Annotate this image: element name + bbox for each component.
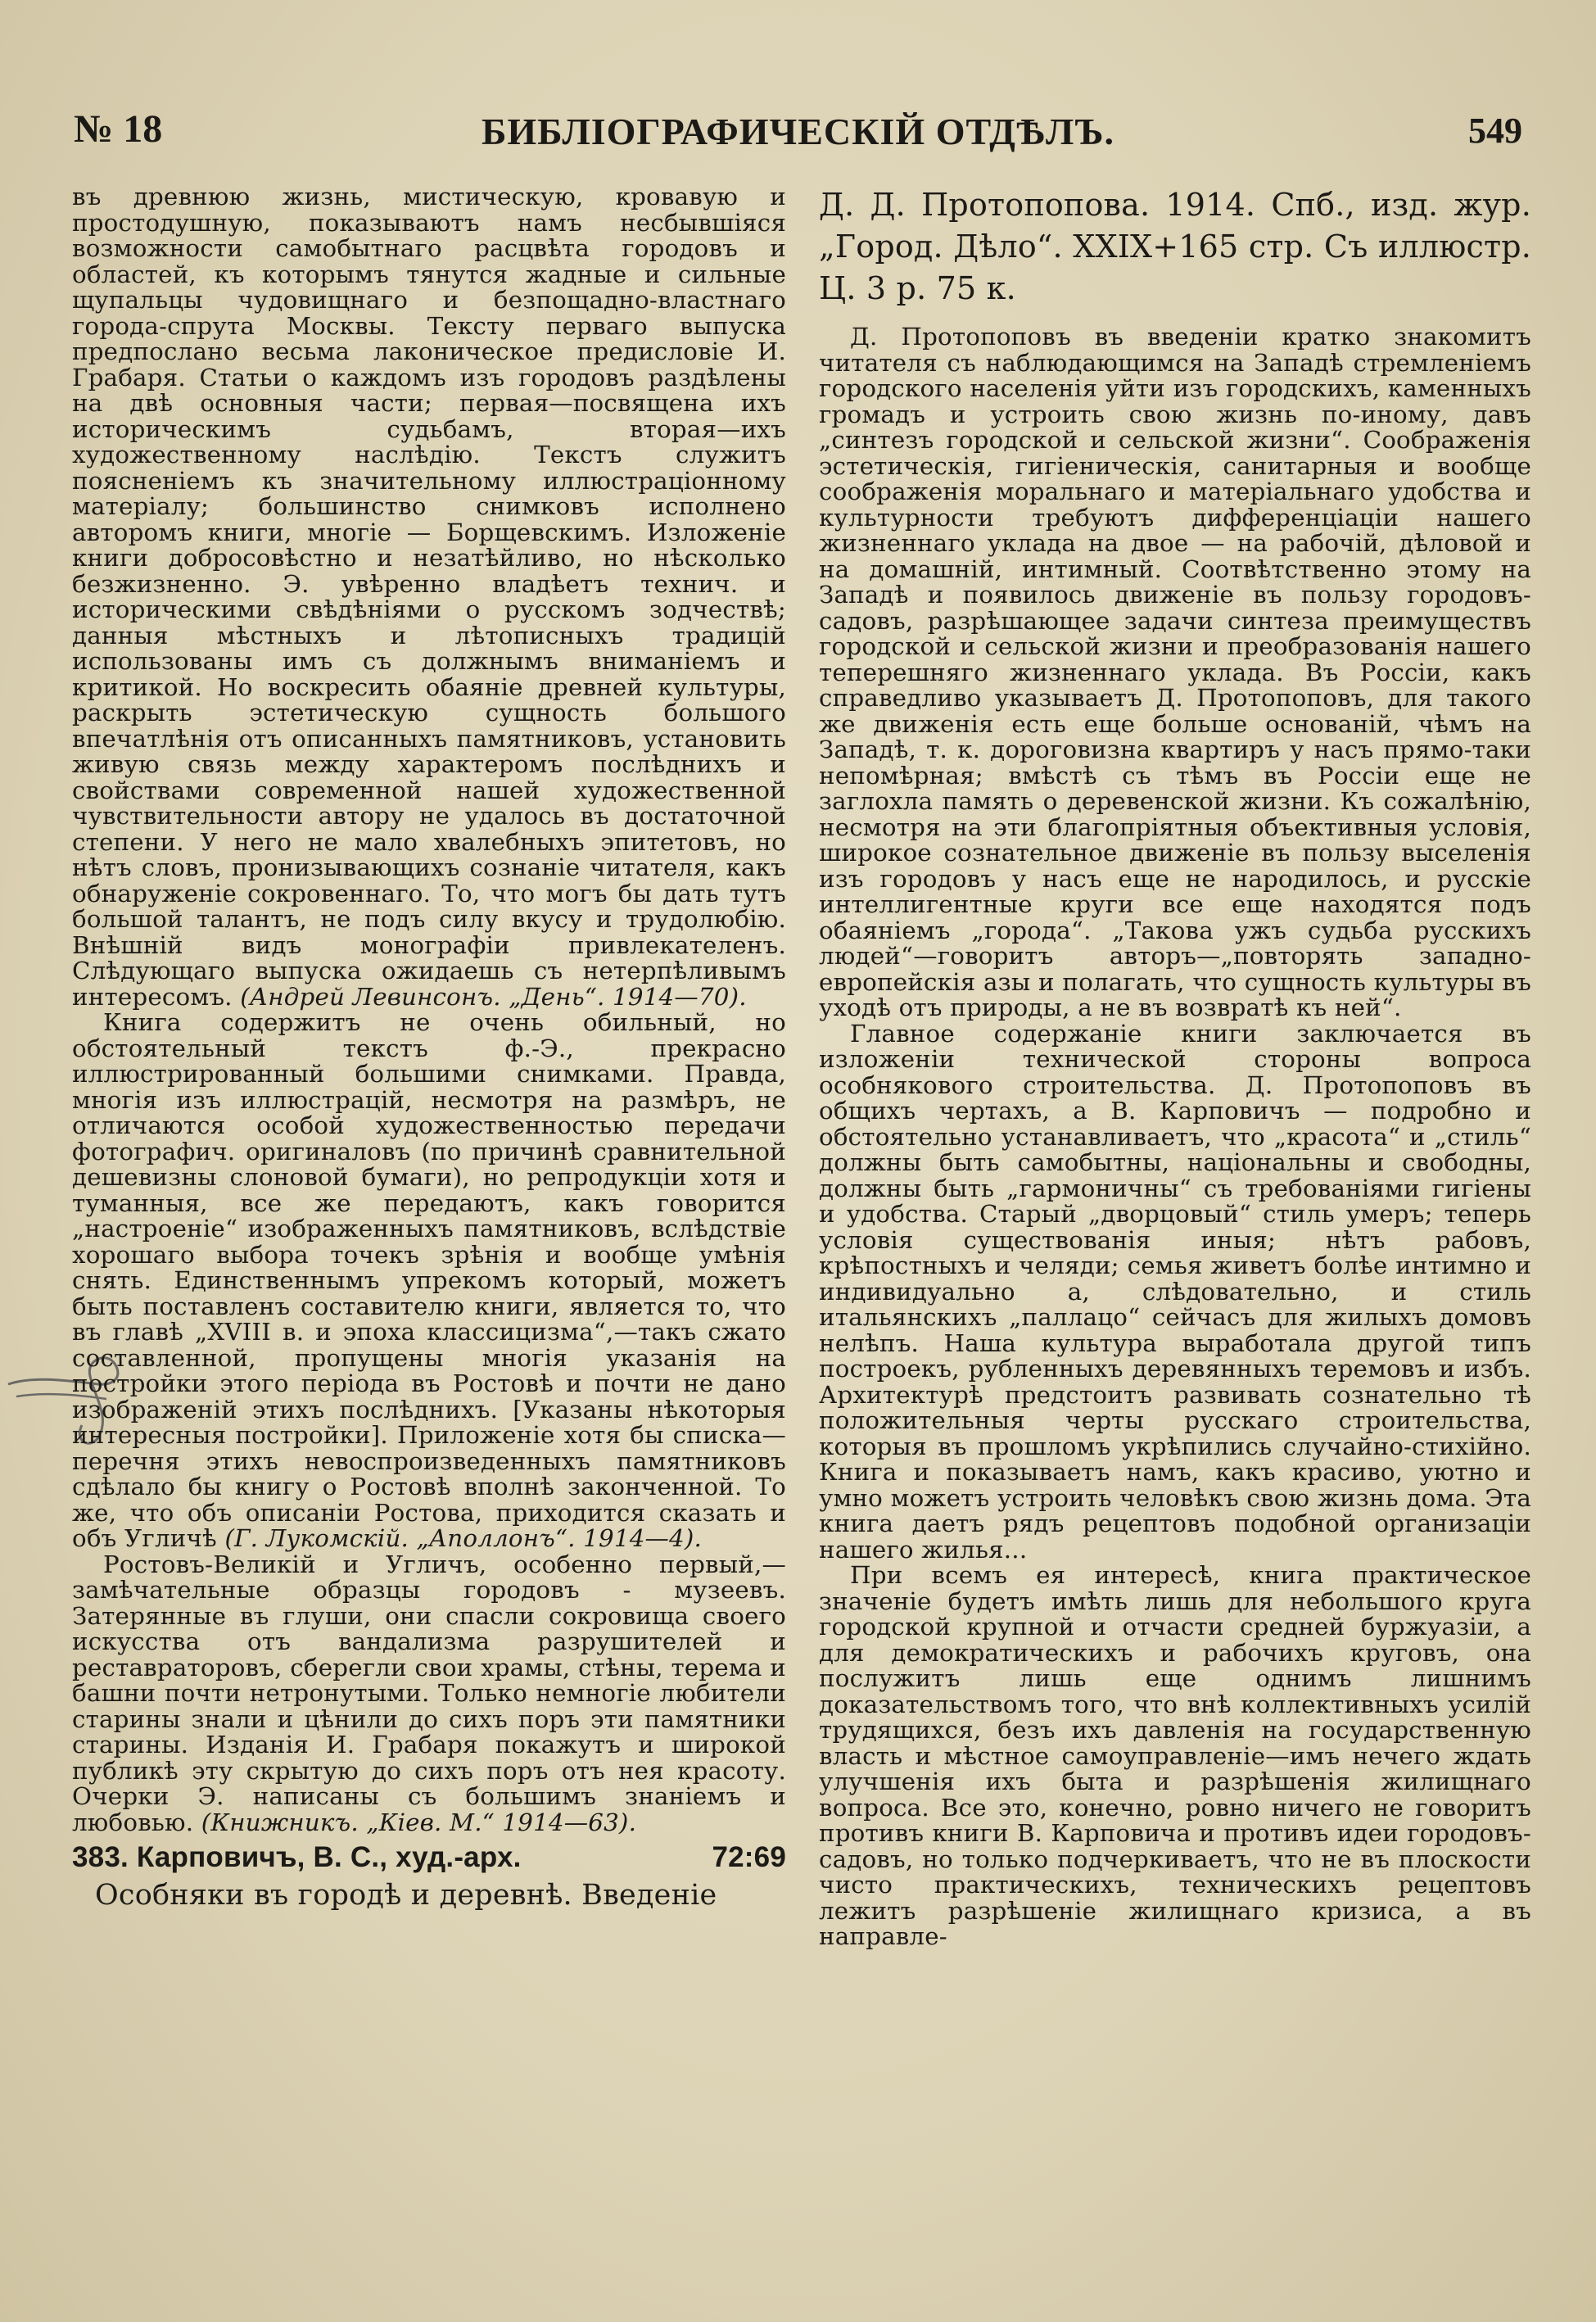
review-citation: (Андрей Левинсонъ. „День“. 1914—70). (240, 982, 747, 1011)
entry-author: 383. Карповичъ, В. С., худ.-арх. (72, 1841, 522, 1873)
page-number: 549 (1468, 111, 1522, 151)
bibliography-entry-header (72, 1840, 786, 1875)
page-header (66, 106, 1530, 164)
review-paragraph: Главное содержаніе книги заключается въ изложеніи технической стороны вопроса особнякового строительства. Д. Протопоповъ въ общихъ чертахъ, а В. Карповичъ — подробно и обстоятельно устанавливаетъ, что „красота“ и „стиль“ должны быть самобытны, національны и свободны, должны быть „гармоничны“ съ требованіями гигіены и удобства. Старый „дворцовый“ стиль умеръ; теперь условія существованія иныя; нѣтъ рабовъ, крѣпостныхъ и челяди; семья живетъ болѣе интимно и индивидуально а, слѣдовательно, и стиль итальянскихъ „паллацо“ сейчасъ для жилыхъ домовъ нелѣпъ. Наша культура выработала другой типъ построекъ, рубленныхъ деревянныхъ теремовъ и избъ. Архитектурѣ предстоитъ развивать сознательно тѣ положительныя черты русскаго строительства, которыя въ прошломъ укрѣпились случайно-стихійно. Книга и показываетъ намъ, какъ красиво, уютно и умно можетъ устроить человѣкъ свою жизнь дома. Эта книга даетъ рядъ рецептовъ подобной организаціи нашего жилья... (819, 1019, 1531, 1564)
issue-number: № 18 (74, 107, 163, 151)
review-text: въ древнюю жизнь, мистическую, кровавую и простодушную, показываютъ намъ несбывшіяся возможности самобытнаго расцвѣта городовъ и областей, къ которымъ тянутся жадные и сильные щупальцы чудовищнаго и безпощадно-властнаго города-спрута Москвы. Тексту перваго выпуска предпослано весьма лаконическое предисловіе И. Грабаря. Статьи о каждомъ изъ городовъ раздѣлены на двѣ основныя части; первая—посвящена ихъ историческимъ судьбамъ, вторая—ихъ художественному наслѣдію. Текстъ служитъ поясненіемъ къ значительному иллюстраціонному матеріалу; большинство снимковъ исполнено авторомъ книги, многіе — Борщевскимъ. Изложеніе книги добросовѣстно и незатѣйливо, но нѣсколько безжизненно. Э. увѣренно владѣетъ технич. и историческими свѣдѣніями о русскомъ зодчествѣ; данныя мѣстныхъ и лѣтописныхъ традицій использованы имъ съ должнымъ вниманіемъ и критикой. Но воскресить обаяніе древней культуры, раскрыть эстетическую сущность большого впечатлѣнія отъ описанныхъ памятниковъ, установить живую связь между характеромъ послѣднихъ и свойствами современной нашей художественной чувствительности автору не удалось въ достаточной степени. У него не мало хвалебныхъ эпитетовъ, но нѣтъ словъ, пронизывающихъ сознаніе читателя, какъ обнаруженіе сокровеннаго. То, что могъ бы дать тутъ большой талантъ, не подъ силу вкусу и трудолюбію. Внѣшній видъ монографіи привлекателенъ. Слѣдующаго выпуска ожидаешь съ нетерпѣливымъ интересомъ. (72, 183, 786, 1011)
right-column (819, 184, 1531, 1950)
left-column (72, 184, 786, 1916)
review-citation: (Книжникъ. „Кіев. М.“ 1914—63). (201, 1808, 637, 1836)
review-paragraph: При всемъ ея интересѣ, книга практическое значеніе будетъ имѣть лишь для небольшого круга городской крупной и отчасти средней буржуазіи, а для демократическихъ и рабочихъ круговъ, она послужитъ лишь еще однимъ лишнимъ доказательствомъ того, что внѣ коллективныхъ усилій трудящихся, безъ ихъ давленія на государственную власть и мѣстное самоуправленіе—имъ нечего ждать улучшенія ихъ быта и разрѣшенія жилищнаго вопроса. Все это, конечно, ровно ничего не говоритъ противъ книги В. Карповича и противъ идеи городовъ-садовъ, но только подчеркиваетъ, что не въ плоскости чисто практическихъ, техническихъ рецептовъ лежитъ разрѣшеніе жилищнаго кризиса, а въ направле- (819, 1561, 1531, 1950)
entry-classification-code: 72:69 (712, 1841, 786, 1873)
review-paragraph: Д. Протопоповъ въ введеніи кратко знакомитъ читателя съ наблюдающимся на Западѣ стремленіемъ городского населенія уйти изъ городскихъ, каменныхъ громадъ и устроить свою жизнь по-иному, давъ „синтезъ городской и сельской жизни“. Соображенія эстетическія, гигіеническія, санитарныя и вообще соображенія моральнаго и матеріальнаго удобства и культурности требуютъ дифференціаціи нашего жизненнаго уклада на двое — на рабочій, дѣловой и на домашній, интимный. Соотвѣтственно этому на Западѣ и появилось движеніе въ пользу городовъ-садовъ, разрѣшающее задачи синтеза преимуществъ городской и сельской жизни и преобразованія нашего теперешняго жизненнаго уклада. Въ Россіи, какъ справедливо указываетъ Д. Протопоповъ, для такого же движенія есть еще больше основаній, чѣмъ на Западѣ, т. к. дороговизна квартиръ у насъ прямо-таки непомѣрная; вмѣстѣ съ тѣмъ въ Россіи еще не заглохла память о деревенской жизни. Къ сожалѣнію, несмотря на эти благопріятныя объективныя условія, широкое сознательное движеніе въ пользу выселенія изъ городовъ у насъ еще не народилось, и русскіе интеллигентные круги все еще находятся подъ обаяніемъ „города“. „Такова ужъ судьба русскихъ людей“—говоритъ авторъ—„повторять западно-европейскія азы и полагать, что сущность культуры въ уходѣ отъ природы, а не въ возвратѣ къ ней“. (819, 323, 1531, 1021)
entry-title-continuation: Д. Д. Протопопова. 1914. Спб., изд. жур. „Город. Дѣло“. XXIX+165 стр. Съ иллюстр. Ц. 3 р. 75 к. (819, 187, 1531, 306)
entry-title: Особняки въ городѣ и деревнѣ. Введеніе (95, 1879, 717, 1912)
review-text: Ростовъ-Великій и Угличъ, особенно первый,—замѣчательные образцы городовъ - музеевъ. Затерянные въ глуши, они спасли сокровища своего искусства отъ вандализма разрушителей и реставраторовъ, сберегли свои храмы, стѣны, терема и башни почти нетронутыми. Только немногіе любители старины знали и цѣнили до сихъ поръ эти памятники старины. Изданія И. Грабаря покажутъ и широкой публикѣ эту скрытую до сихъ поръ отъ нея красоту. Очерки Э. написаны съ большимъ знаніемъ и любовью. (72, 1550, 786, 1836)
review-paragraph-knizhnik (72, 1552, 786, 1836)
review-paragraph-lukomsky (72, 1010, 786, 1552)
review-paragraph-levinson (72, 184, 786, 1010)
review-citation: (Г. Лукомскій. „Аполлонъ“. 1914—4). (224, 1524, 703, 1552)
review-text: Книга содержитъ не очень обильный, но обстоятельный текстъ ф.-Э., прекрасно иллюстрированный большими снимками. Правда, многія изъ иллюстрацій, несмотря на размѣръ, не отличаются особой художественностью передачи фотографич. оригиналовъ (по причинѣ сравнительной дешевизны слоновой бумаги), но репродукціи хотя и туманныя, все же передаютъ, какъ говорится „настроеніе“ изображенныхъ памятниковъ, вслѣдствіе хорошаго выбора точекъ зрѣнія и вообще умѣнія снять. Единственнымъ упрекомъ который, можетъ быть поставленъ составителю книги, является то, что въ главѣ „XVIII в. и эпоха классицизма“,—такъ сжато составленной, пропущены многія указанія на постройки этого періода въ Ростовѣ и почти не дано изображеній этихъ послѣднихъ. [Указаны нѣкоторыя интересныя постройки]. Приложеніе хотя бы списка—перечня этихъ невоспроизведенныхъ памятниковъ сдѣлало бы книгу о Ростовѣ вполнѣ законченной. То же, что объ описаніи Ростова, приходится сказать и объ Угличѣ (72, 1008, 786, 1552)
section-title: БИБЛІОГРАФИЧЕСКІЙ ОТДѢЛЪ. (481, 111, 1115, 152)
